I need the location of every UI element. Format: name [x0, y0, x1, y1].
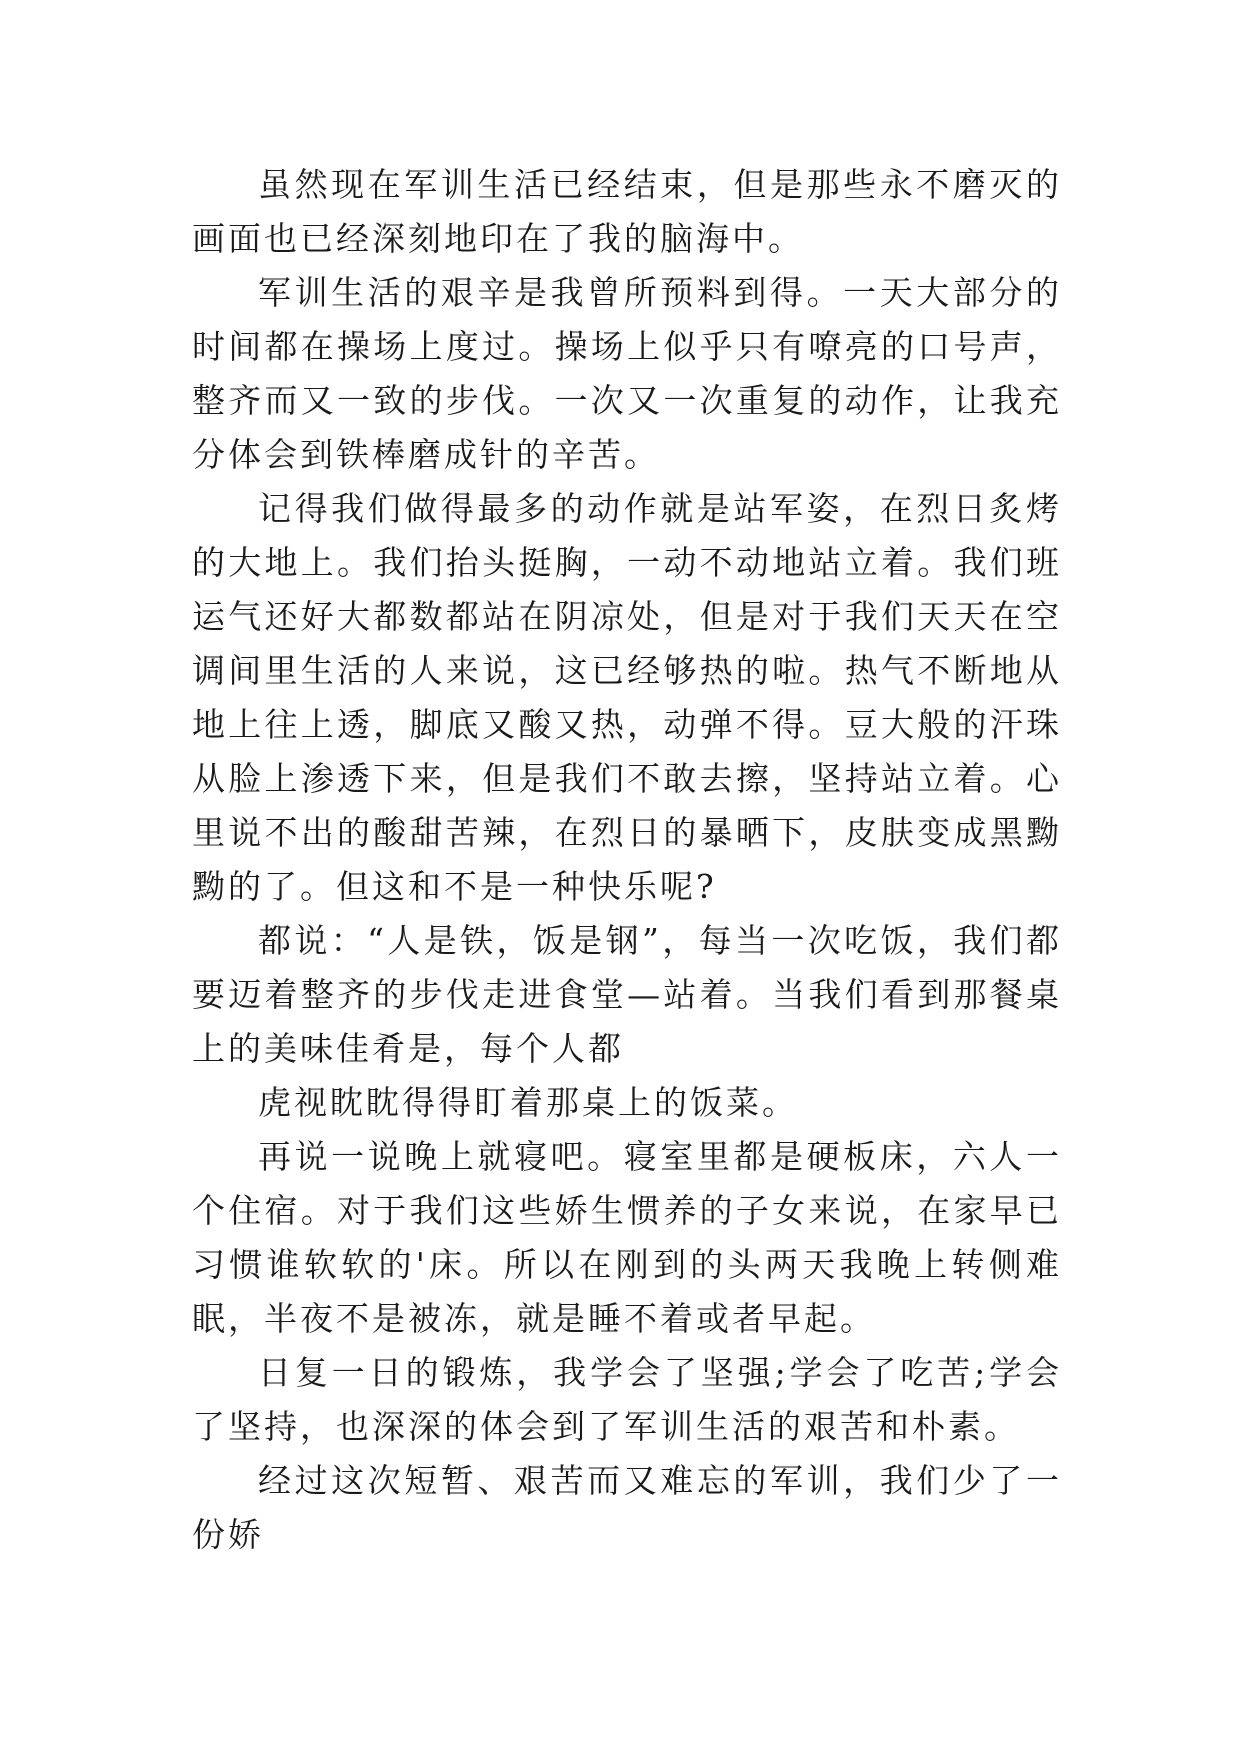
document-body [192, 158, 1062, 1562]
paragraph-5: 虎视眈眈得得盯着那桌上的饭菜。 [258, 1083, 798, 1122]
paragraph-2: 军训生活的艰辛是我曾所预料到得。一天大部分的时间都在操场上度过。操场上似乎只有嘹亮的口号声，整齐而又一致的步伐。一次又一次重复的动作，让我充分体会到铁棒磨成针的辛苦。 [192, 273, 1062, 474]
paragraph-8: 经过这次短暂、艰苦而又难忘的军训，我们少了一份娇 [192, 1461, 1062, 1554]
paragraph-7: 日复一日的锻炼，我学会了坚强;学会了吃苦;学会了坚持，也深深的体会到了军训生活的艰苦和朴素。 [192, 1353, 1062, 1446]
paragraph-3: 记得我们做得最多的动作就是站军姿，在烈日炙烤的大地上。我们抬头挺胸，一动不动地站立着。我们班运气还好大都数都站在阴凉处，但是对于我们天天在空调间里生活的人来说，这已经够热的啦。热气不断地从地上往上透，脚底又酸又热，动弹不得。豆大般的汗珠从脸上渗透下来，但是我们不敢去擦，坚持站立着。心里说不出的酸甜苦辣，在烈日的暴晒下，皮肤变成黑黝黝的了。但这和不是一种快乐呢? [192, 489, 1062, 906]
paragraph-6: 再说一说晚上就寝吧。寝室里都是硬板床，六人一个住宿。对于我们这些娇生惯养的子女来说，在家早已习惯谁软软的'床。所以在刚到的头两天我晚上转侧难眠，半夜不是被冻，就是睡不着或者早起。 [192, 1137, 1062, 1338]
paragraph-4: 都说：“人是铁，饭是钢”，每当一次吃饭，我们都要迈着整齐的步伐走进食堂—站着。当我们看到那餐桌上的美味佳肴是，每个人都 [192, 921, 1062, 1068]
paragraph-1: 虽然现在军训生活已经结束，但是那些永不磨灭的画面也已经深刻地印在了我的脑海中。 [192, 165, 1062, 258]
